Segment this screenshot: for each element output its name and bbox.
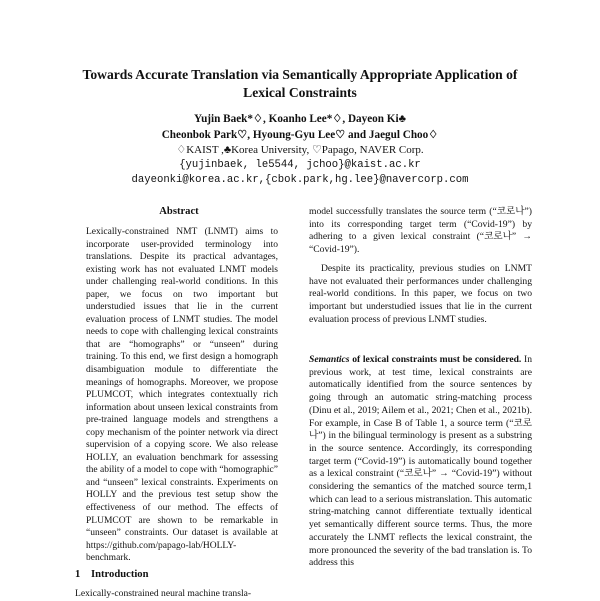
affiliations: ♢KAIST ,♣Korea University, ♡Papago, NAVER Corp. xyxy=(176,144,424,156)
abstract-text xyxy=(86,226,278,565)
section-title: Introduction xyxy=(91,569,149,580)
lead-rest: of lexical constraints must be considered. xyxy=(349,354,522,365)
authors-line-2: Cheonbok Park♡, Hyoung-Gyu Lee♡ and Jaegul Choo♢ xyxy=(161,129,439,141)
lead-italic: Semantics xyxy=(309,354,350,365)
section-number: 1 xyxy=(75,569,81,580)
authors-line-1: Yujin Baek*♢, Koanho Lee*♢, Dayeon Ki♣ xyxy=(194,113,406,125)
right-column-paragraph-2: Despite its practicality, previous studies on LNMT have not evaluated their performances under challenging real-world conditions. In this paper, we focus on two important but understudied issues that lie in the current evaluation process of previous LNMT studies. xyxy=(309,263,532,325)
paper-title: Towards Accurate Translation via Semantically Appropriate Application of Lexical Constraints xyxy=(82,67,518,100)
paragraph-lead xyxy=(309,354,521,365)
email-line-1: {yujinbaek, le5544, jchoo}@kaist.ac.kr xyxy=(179,159,421,171)
section-heading-introduction xyxy=(75,569,283,580)
abstract-heading: Abstract xyxy=(159,206,199,217)
paragraph-body: In previous work, at test time, lexical constraints are automatically identified from the source sentences by going through an automatic string-matching process (Dinu et al., 2019; Ailem et al., 2021; Chen et al., 2021b). For example, in Case B of Table 1, a source term (“코로나”) in the bilingual terminology is present as a substring in the source sentence. Accordingly, its corresponding target term (“Covid-19”) is automatically bound together as a lexical constraint (“코로나” → “Covid-19”) without considering the semantics of the matched source term,1 which can lead to a serious mistranslation. This automatic string-matching cannot differentiate textually identical yet semantically different source terms. Thus, the more accurately the LNMT reflects the lexical constraint, the more pronounced the severity of the bad translation is. To address this xyxy=(309,354,532,569)
intro-text: Lexically-constrained neural machine transla- xyxy=(75,588,252,599)
abstract-paragraph: Lexically-constrained NMT (LNMT) aims to incorporate user-provided terminology into translations. Despite its practical advantages, existing work has not evaluated LNMT models under challenging real-world conditions. In this paper, we focus on two important but understudied issues that lie in the current evaluation process of LNMT studies. The model needs to cope with challenging lexical constraints that are “homographs” or “unseen” during training. To this end, we first design a homograph disambiguation module to differentiate the meanings of homographs. Moreover, we propose PLUMCOT, which integrates contextually rich information about unseen lexical constraints from pre-trained language models and strengthens a copy mechanism of the pointer network via direct supervision of a copying score. We also release HOLLY, an evaluation benchmark for assessing the ability of a model to cope with “homographic” and “unseen” lexical constraints. Experiments on HOLLY and the previous test setup show the effectiveness of our method. The effects of PLUMCOT are shown to be remarkable in “unseen” constraints. Our dataset is available at https://github.com/papago-lab/HOLLY-benchmark. xyxy=(86,227,278,564)
email-line-2: dayeonki@korea.ac.kr,{cbok.park,hg.lee}@navercorp.com xyxy=(131,174,469,186)
author-list xyxy=(60,111,540,143)
right-column-paragraph-1: model successfully translates the source term (“코로나”) into its corresponding target term (“Covid-19”) by adhering to a given lexical constraint (“코로나” → “Covid-19”). xyxy=(309,206,532,256)
email-block xyxy=(40,158,560,188)
right-column-paragraph-3 xyxy=(309,354,532,570)
